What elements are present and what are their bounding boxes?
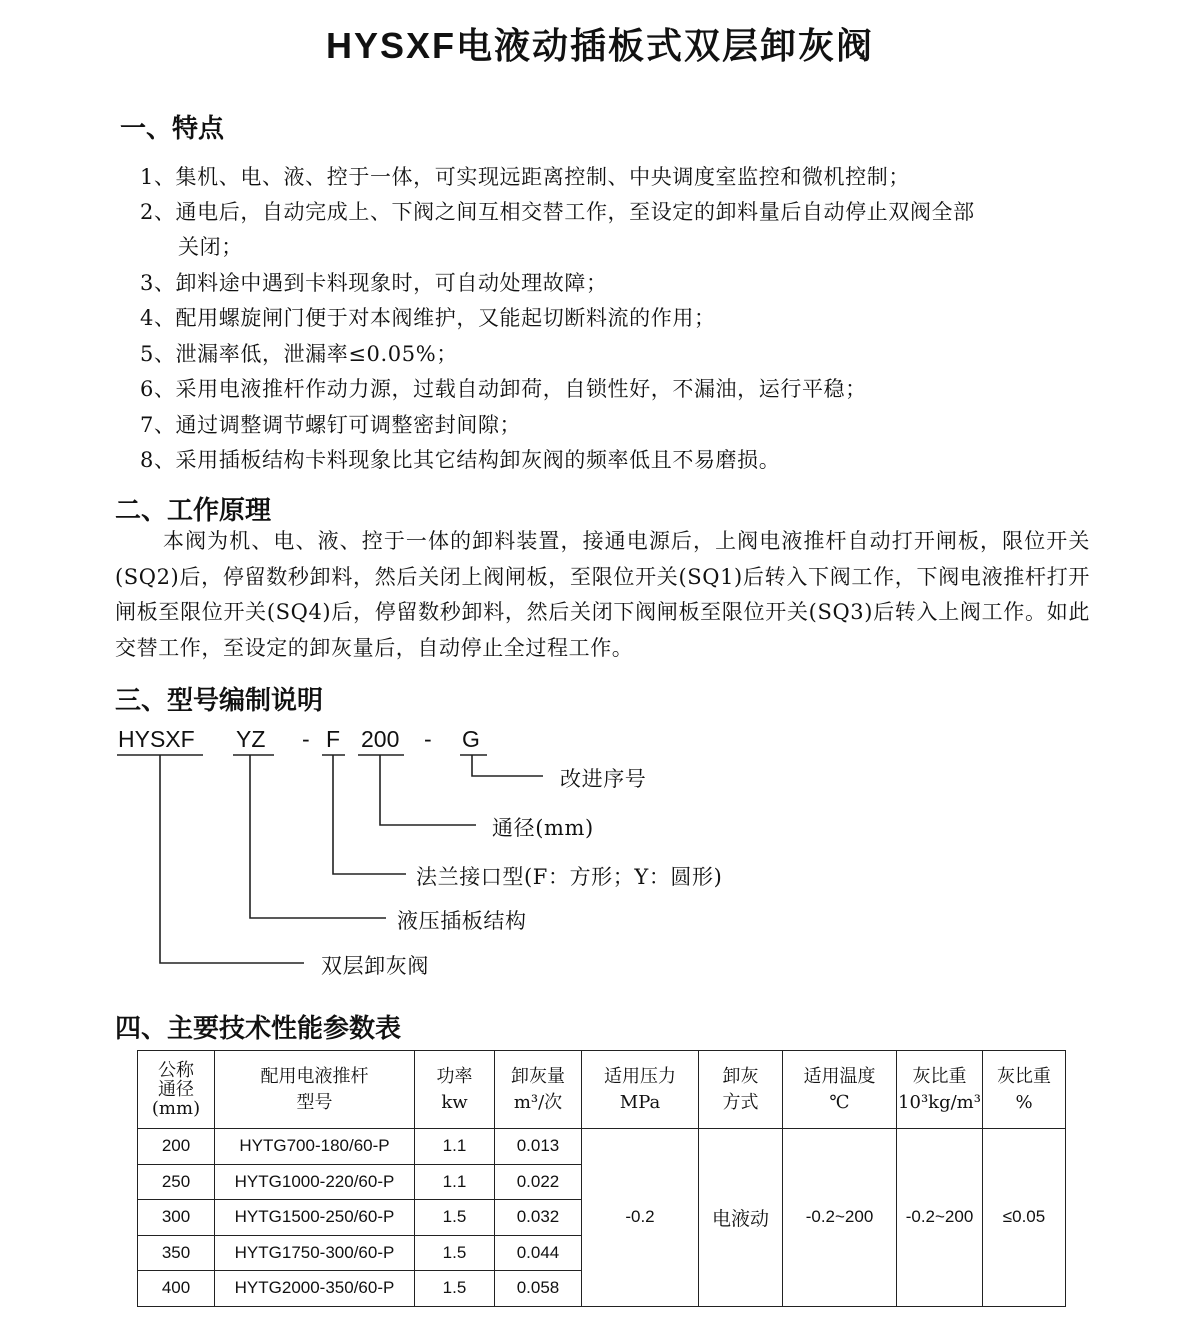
- header-pressure: 适用压力 MPa: [582, 1051, 699, 1129]
- cell-diameter: 250: [138, 1164, 215, 1200]
- header-volume: 卸灰量 m³/次: [495, 1051, 582, 1129]
- cell-pressure: -0.2: [582, 1129, 699, 1307]
- header-temperature: 适用温度 ℃: [783, 1051, 897, 1129]
- cell-actuator: HYTG1000-220/60-P: [215, 1164, 415, 1200]
- header-leak: 灰比重 %: [983, 1051, 1066, 1129]
- table-header-row: [138, 1051, 1066, 1129]
- cell-power: 1.5: [415, 1235, 495, 1271]
- code-series: HYSXF: [118, 726, 195, 752]
- feature-item: 2、通电后，自动完成上、下阀之间互相交替工作，至设定的卸料量后自动停止双阀全部: [140, 200, 975, 224]
- label-diameter: 通径(mm): [492, 816, 594, 840]
- cell-leak: ≤0.05: [983, 1129, 1066, 1307]
- code-separator: -: [424, 726, 432, 752]
- cell-actuator: HYTG1500-250/60-P: [215, 1200, 415, 1236]
- cell-actuator: HYTG2000-350/60-P: [215, 1271, 415, 1307]
- code-separator: -: [302, 726, 310, 752]
- cell-actuator: HYTG700-180/60-P: [215, 1129, 415, 1165]
- code-diameter: 200: [361, 726, 400, 752]
- feature-item: 6、采用电液推杆作动力源，过载自动卸荷，自锁性好，不漏油，运行平稳；: [140, 377, 867, 401]
- features-heading: 一、特点: [120, 113, 225, 143]
- cell-power: 1.1: [415, 1164, 495, 1200]
- cell-temperature: -0.2~200: [783, 1129, 897, 1307]
- code-flange: F: [326, 726, 341, 752]
- cell-volume: 0.058: [495, 1271, 582, 1307]
- feature-item: 1、集机、电、液、控于一体，可实现远距离控制、中央调度室监控和微机控制；: [140, 165, 910, 189]
- connector-series: [160, 755, 304, 963]
- page-title: HYSXF电液动插板式双层卸灰阀: [325, 25, 875, 66]
- header-mode: 卸灰 方式: [699, 1051, 783, 1129]
- specs-heading: 四、主要技术性能参数表: [115, 1013, 402, 1043]
- cell-power: 1.1: [415, 1129, 495, 1165]
- header-diameter: 公称 通径 (mm): [138, 1051, 215, 1129]
- cell-power: 1.5: [415, 1200, 495, 1236]
- header-actuator: 配用电液推杆 型号: [215, 1051, 415, 1129]
- label-series: 双层卸灰阀: [321, 954, 429, 978]
- cell-volume: 0.044: [495, 1235, 582, 1271]
- cell-diameter: 200: [138, 1129, 215, 1165]
- cell-volume: 0.013: [495, 1129, 582, 1165]
- table-row: [138, 1129, 1066, 1165]
- cell-volume: 0.032: [495, 1200, 582, 1236]
- spec-table: [137, 1050, 1066, 1307]
- cell-actuator: HYTG1750-300/60-P: [215, 1235, 415, 1271]
- code-structure: YZ: [236, 726, 266, 752]
- connector-flange: [333, 755, 406, 874]
- header-density: 灰比重 10³kg/m³: [897, 1051, 983, 1129]
- cell-power: 1.5: [415, 1271, 495, 1307]
- cell-diameter: 300: [138, 1200, 215, 1236]
- label-revision: 改进序号: [560, 767, 647, 791]
- code-revision: G: [462, 726, 480, 752]
- cell-volume: 0.022: [495, 1164, 582, 1200]
- model-heading: 三、型号编制说明: [115, 685, 324, 715]
- cell-density: -0.2~200: [897, 1129, 983, 1307]
- principle-heading: 二、工作原理: [115, 495, 272, 525]
- connector-diameter: [380, 755, 476, 825]
- principle-text: 本阀为机、电、液、控于一体的卸料装置，接通电源后，上阀电液推杆自动打开闸板，限位开关(SQ2)后，停留数秒卸料，然后关闭上阀闸板，至限位开关(SQ1)后转入下阀工作，下阀电液推杆打开闸板至限位开关(SQ4)后，停留数秒卸料，然后关闭下阀闸板至限位开关(SQ3)后转入上阀工作。如此交替工作，至设定的卸灰量后，自动停止全过程工作。: [115, 529, 1090, 660]
- connector-revision: [472, 755, 543, 776]
- feature-item: 7、通过调整调节螺钉可调整密封间隙；: [140, 413, 522, 437]
- cell-diameter: 400: [138, 1271, 215, 1307]
- label-structure: 液压插板结构: [397, 909, 527, 933]
- cell-diameter: 350: [138, 1235, 215, 1271]
- connector-structure: [250, 755, 386, 918]
- feature-item: 关闭；: [178, 235, 243, 259]
- feature-item: 8、采用插板结构卡料现象比其它结构卸灰阀的频率低且不易磨损。: [140, 448, 781, 472]
- feature-item: 4、配用螺旋闸门便于对本阀维护，又能起切断料流的作用；: [140, 306, 716, 330]
- label-flange: 法兰接口型(F：方形；Y：圆形): [416, 865, 723, 889]
- feature-item: 3、卸料途中遇到卡料现象时，可自动处理故障；: [140, 271, 608, 295]
- cell-mode: 电液动: [699, 1129, 783, 1307]
- feature-item: 5、泄漏率低，泄漏率≤0.05%；: [140, 342, 458, 366]
- header-power: 功率 kw: [415, 1051, 495, 1129]
